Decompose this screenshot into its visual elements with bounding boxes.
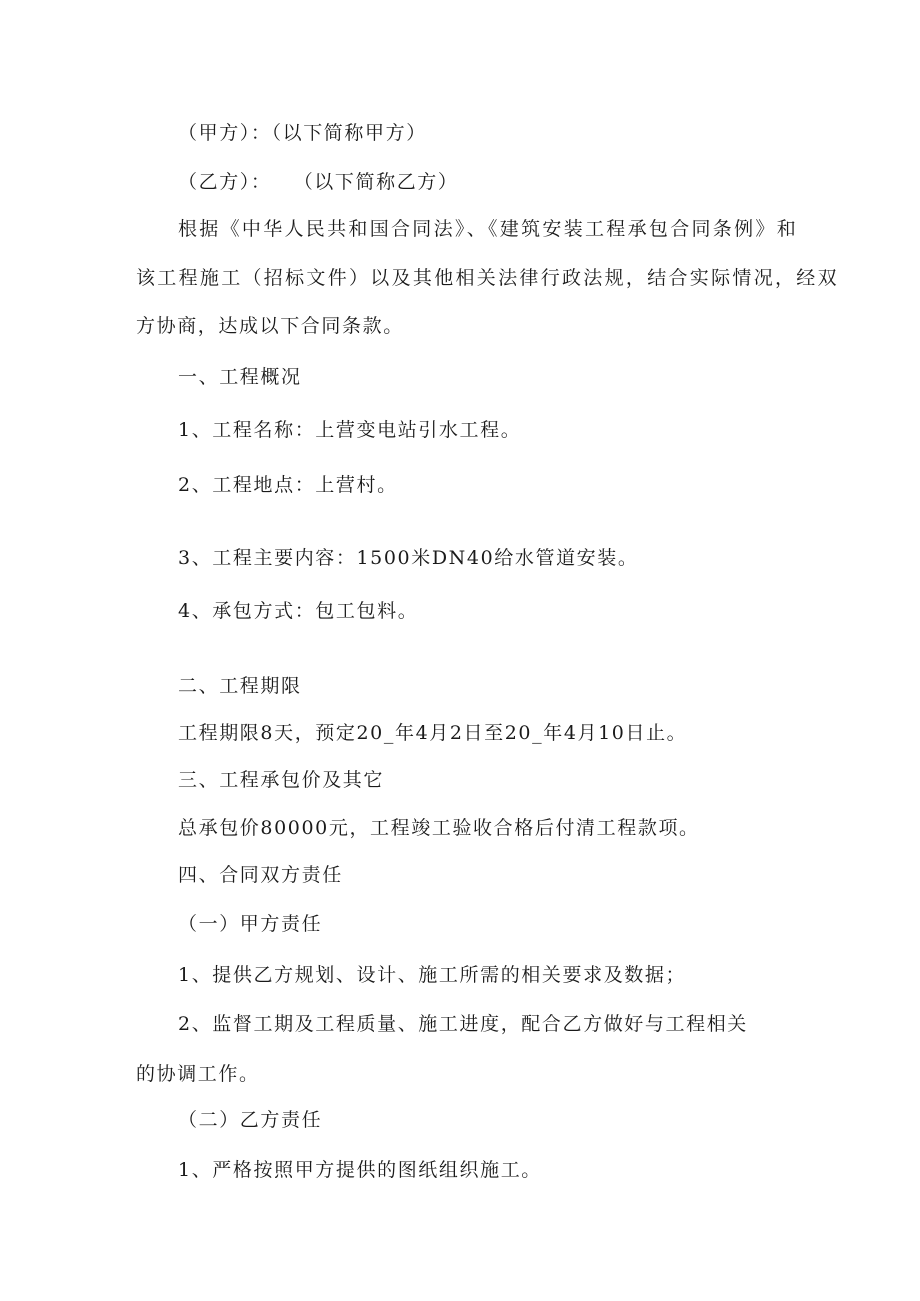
party-a-duty-item-2: 2、监督工期及工程质量、施工进度，配合乙方做好与工程相关 bbox=[178, 1013, 748, 1035]
preamble-line-2: 该工程施工（招标文件）以及其他相关法律行政法规，结合实际情况，经双 bbox=[136, 267, 839, 289]
section1-item-4: 4、承包方式：包工包料。 bbox=[178, 600, 419, 622]
section3-heading: 三、工程承包价及其它 bbox=[178, 769, 385, 791]
party-b-duty-heading: （二）乙方责任 bbox=[178, 1109, 323, 1131]
preamble-line-3: 方协商，达成以下合同条款。 bbox=[136, 315, 404, 337]
section3-text: 总承包价80000元，工程竣工验收合格后付清工程款项。 bbox=[178, 817, 700, 839]
party-a-duty-item-2-cont: 的协调工作。 bbox=[136, 1063, 260, 1085]
section1-item-2: 2、工程地点：上营村。 bbox=[178, 474, 398, 496]
section2-heading: 二、工程期限 bbox=[178, 675, 302, 697]
preamble-line-1: 根据《中华人民共和国合同法》、《建筑安装工程承包合同条例》和 bbox=[178, 218, 799, 240]
party-a-line: （甲方）：（以下简称甲方） bbox=[178, 122, 427, 144]
section2-text: 工程期限8天，预定20_年4月2日至20_年4月10日止。 bbox=[178, 722, 688, 744]
section1-item-3: 3、工程主要内容：1500米DN40给水管道安装。 bbox=[178, 547, 639, 569]
party-b-duty-item-1: 1、严格按照甲方提供的图纸组织施工。 bbox=[178, 1159, 542, 1181]
section1-heading: 一、工程概况 bbox=[178, 366, 302, 388]
party-a-duty-item-1: 1、提供乙方规划、设计、施工所需的相关要求及数据； bbox=[178, 964, 687, 986]
party-b-line: （乙方）： （以下简称乙方） bbox=[178, 171, 459, 193]
section1-item-1: 1、工程名称：上营变电站引水工程。 bbox=[178, 419, 522, 441]
party-a-duty-heading: （一）甲方责任 bbox=[178, 913, 323, 935]
section4-heading: 四、合同双方责任 bbox=[178, 864, 343, 886]
